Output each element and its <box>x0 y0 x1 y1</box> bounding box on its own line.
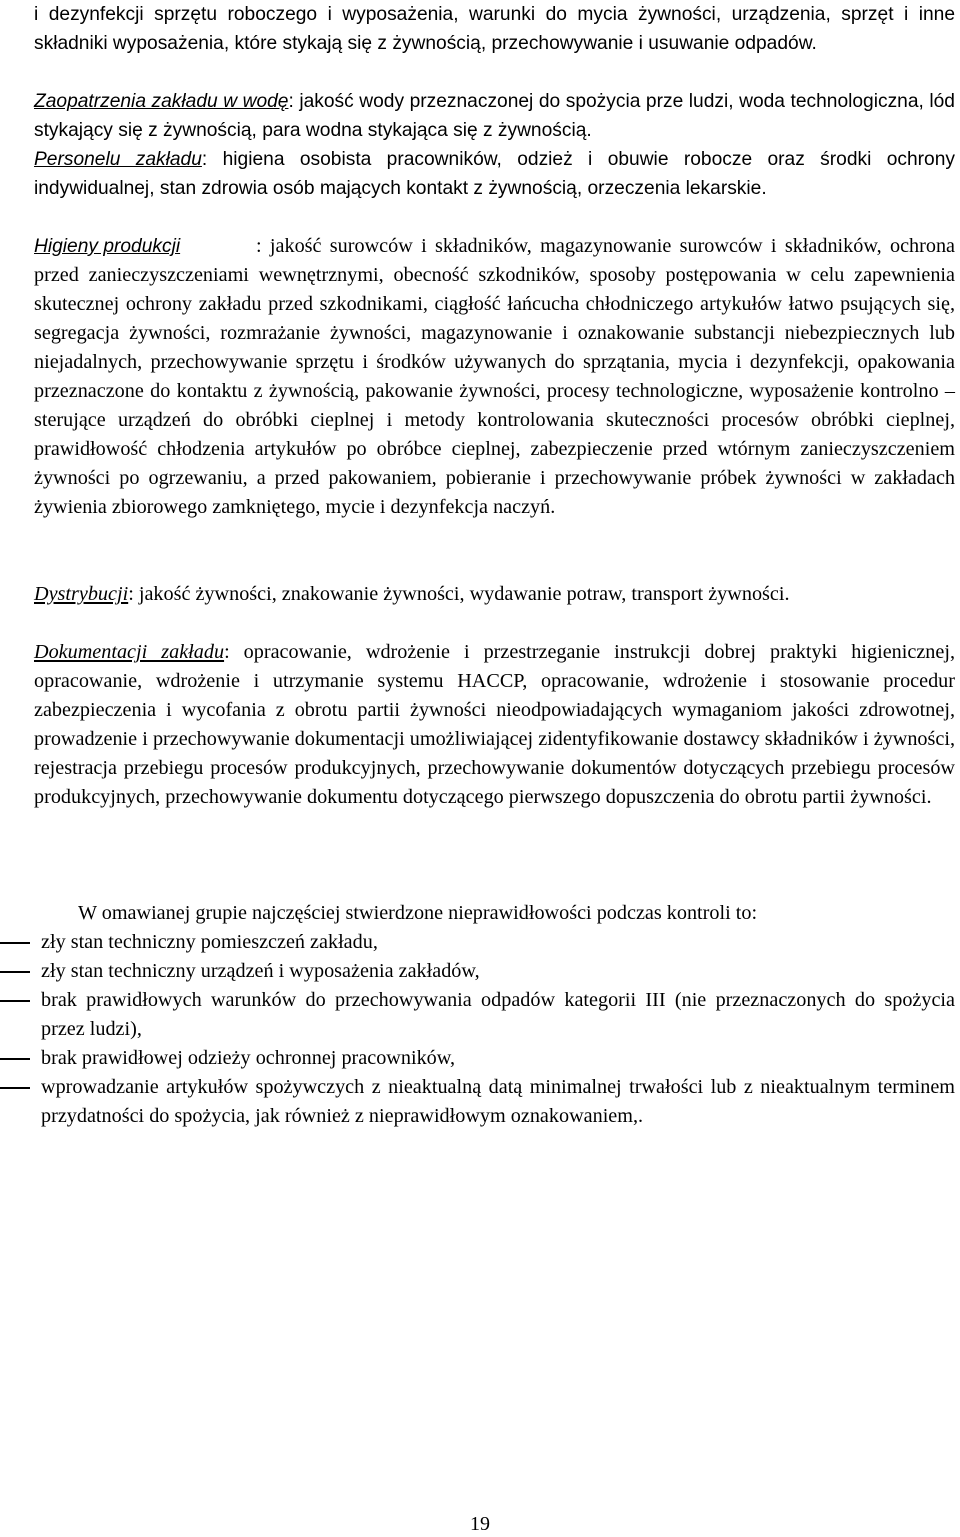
section-term: Higieny produkcji <box>34 236 181 257</box>
list-item: zły stan techniczny urządzeń i wyposażenia zakładów, <box>0 957 955 986</box>
section-term: Personelu zakładu <box>34 149 202 170</box>
page-number: 19 <box>470 1513 490 1535</box>
section-term: Dystrybucji <box>34 583 129 605</box>
dash-bullet <box>0 1000 30 1002</box>
paragraph-water-supply <box>34 87 955 145</box>
paragraph-text: : jakość surowców i składników, magazynowanie surowców i składników, ochrona przed zanieczyszczeniami wewnętrznymi, obecność szkodników, sposoby postępowania w celu zapewnienia skutecznej ochrony zakładu przed szkodnikami, ciągłość łańcucha chłodniczego artykułów łatwo psujących się, segregacja żywności, rozmrażanie żywności, magazynowanie i oznakowanie substancji niebezpiecznych lub niejadalnych, przechowywanie sprzętu i środków używanych do sprzątania, mycia i dezynfekcji, opakowania przeznaczone do kontaktu z żywnością, pakowanie żywności, procesy technologiczne, wyposażenie kontrolno – sterujące urządzeń do obróbki cieplnej i metody kontrolowania skuteczności procesów obróbki cieplnej, prawidłowość chłodzenia artykułów po obróbce cieplnej, zabezpieczenie przed wtórnym zanieczyszczeniem żywności po ogrzewaniu, a przed pakowaniem, pobieranie i przechowywanie próbek żywności w zakładach żywienia zbiorowego zamkniętego, mycie i dezynfekcja naczyń. <box>34 235 955 518</box>
list-item: brak prawidłowych warunków do przechowywania odpadów kategorii III (nie przeznaczonych do spożycia przez ludzi), <box>0 986 955 1044</box>
paragraph-text: : jakość wody przeznaczonej do spożycia prze ludzi, woda technologiczna, lód stykający się z żywnością, para wodna stykająca się z żywnością. <box>34 91 955 141</box>
dash-bullet <box>0 942 30 944</box>
list-item: brak prawidłowej odzieży ochronnej pracowników, <box>0 1044 955 1073</box>
paragraph-distribution <box>34 580 955 609</box>
dash-bullet <box>0 971 30 973</box>
paragraph-personnel <box>34 145 955 203</box>
list-item: wprowadzanie artykułów spożywczych z nieaktualną datą minimalnej trwałości lub z nieaktualnym terminem przydatności do spożycia, jak również z nieprawidłowym oznakowaniem,. <box>0 1073 955 1131</box>
paragraph-text: i dezynfekcji sprzętu roboczego i wyposażenia, warunki do mycia żywności, urządzenia, sprzęt i inne składniki wyposażenia, które stykają się z żywnością, przechowywanie i usuwanie odpadów. <box>34 4 955 54</box>
findings-list <box>0 928 955 1131</box>
paragraph-text: : higiena osobista pracowników, odzież i obuwie robocze oraz środki ochrony indywidualnej, stan zdrowia osób mających kontakt z żywnością, orzeczenia lekarskie. <box>34 149 955 199</box>
paragraph-text: : opracowanie, wdrożenie i przestrzeganie instrukcji dobrej praktyki higienicznej, opracowanie, wdrożenie i utrzymanie systemu HACCP, opracowanie, wdrożenie i stosowanie procedur zabezpieczenia i wycofania z obrotu partii żywności nieodpowiadających wymaganiom jakości zdrowotnej, prowadzenie i przechowywanie dokumentacji umożliwiającej zidentyfikowanie dostawcy składników i żywności, rejestracja przebiegu procesów produkcyjnych, przechowywanie dokumentów dotyczących przebiegu procesów produkcyjnych, przechowywanie dokumentu dotyczącego pierwszego dopuszczenia do obrotu partii żywności. <box>34 641 955 808</box>
paragraph-production-hygiene <box>34 232 955 522</box>
dash-bullet <box>0 1058 30 1060</box>
paragraph-documentation <box>34 638 955 812</box>
paragraph-text: : jakość żywności, znakowanie żywności, wydawanie potraw, transport żywności. <box>128 583 790 605</box>
list-item: zły stan techniczny pomieszczeń zakładu, <box>0 928 955 957</box>
dash-bullet <box>0 1087 30 1089</box>
section-term: Dokumentacji zakładu <box>34 641 225 663</box>
findings-intro: W omawianej grupie najczęściej stwierdzone nieprawidłowości podczas kontroli to: <box>78 902 758 924</box>
section-term: Zaopatrzenia zakładu w wodę <box>34 91 289 112</box>
paragraph-continuation <box>34 0 955 58</box>
